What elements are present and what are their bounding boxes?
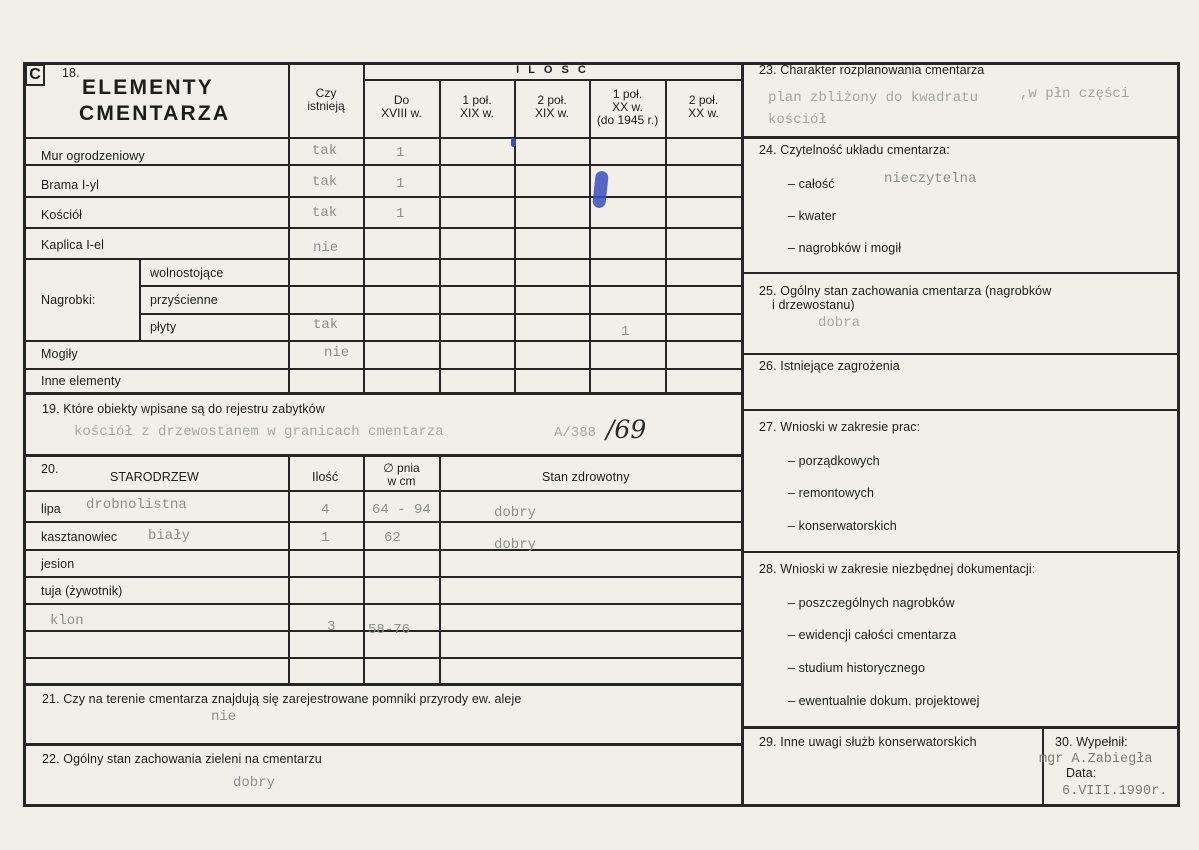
- slabs-exists-value: tak: [313, 317, 339, 333]
- church-exists-value: tak: [312, 205, 338, 221]
- works-renovation: – remontowych: [788, 486, 875, 500]
- doc-individual-graves: – poszczególnych nagrobków: [788, 596, 955, 610]
- grid-h: [139, 285, 742, 287]
- frame-left: [23, 62, 26, 807]
- section-19-bottom: [24, 454, 742, 457]
- works-conservation: – konserwatorskich: [788, 519, 897, 533]
- section-18-bottom: [24, 392, 742, 395]
- section-19-value: kościół z drzewostanem w granicach cmentarza: [74, 424, 444, 440]
- period-header-xx1: 1 poł. XX w. (do 1945 r.): [596, 87, 659, 127]
- tree-chestnut-health: dobry: [494, 537, 537, 553]
- section-30-label: 30. Wypełnił:: [1055, 735, 1128, 749]
- section-26-bottom: [742, 409, 1178, 411]
- period-header-xx2: 2 poł. XX w.: [688, 93, 719, 120]
- tree-label-thuja: tuja (żywotnik): [41, 584, 123, 598]
- section-23-value-2: kościół: [768, 112, 827, 128]
- section-26-label: 26. Istniejące zagrożenia: [759, 359, 900, 373]
- church-xviii-value: 1: [396, 206, 405, 222]
- legibility-graves: – nagrobków i mogił: [788, 241, 902, 255]
- tree-label-chestnut: kasztanowiec: [41, 530, 118, 544]
- section-24-bottom: [742, 272, 1178, 274]
- section-29-label: 29. Inne uwagi służb konserwatorskich: [759, 735, 977, 749]
- health-header: Stan zdrowotny: [542, 470, 630, 484]
- row-label-other: Inne elementy: [41, 374, 121, 388]
- section-21-label: 21. Czy na terenie cmentarza znajdują się zarejestrowane pomniki przyrody ew. aleje: [42, 692, 522, 706]
- doc-whole-cemetery: – ewidencji całości cmentarza: [788, 628, 957, 642]
- card-letter-box: C: [25, 64, 45, 86]
- section-23-value-1: plan zbliżony do kwadratu: [768, 90, 979, 106]
- period-header-xviii: Do XVIII w.: [381, 93, 422, 120]
- frame-bottom: [23, 804, 1180, 807]
- grid-h: [363, 79, 742, 81]
- row-label-freestanding: wolnostojące: [150, 266, 224, 280]
- tree-label-lime: lipa: [41, 502, 61, 516]
- exists-header: Czy istnieją: [307, 86, 345, 113]
- grid-h: [24, 549, 742, 551]
- doc-project: – ewentualnie dokum. projektowej: [788, 694, 980, 708]
- grid-v: [514, 79, 516, 393]
- chapel-exists-value: nie: [313, 240, 339, 256]
- section-18-number: 18.: [62, 66, 80, 80]
- section-25-label-2: i drzewostanu): [772, 298, 855, 312]
- section-21-bottom: [24, 743, 742, 746]
- grid-h: [24, 576, 742, 578]
- tree-maple-diameter: 58-76: [368, 622, 411, 638]
- row-label-wall: Mur ogrodzeniowy: [41, 149, 145, 163]
- mounds-exists-value: nie: [324, 345, 350, 361]
- legibility-quarters: – kwater: [788, 209, 837, 223]
- doc-historical-study: – studium historycznego: [788, 661, 926, 675]
- wall-xviii-value: 1: [396, 145, 405, 161]
- tree-lime-health: dobry: [494, 505, 537, 521]
- tree-maple-qty: 3: [327, 619, 336, 635]
- section-25-bottom: [742, 353, 1178, 355]
- tree-chestnut-qty: 1: [321, 530, 330, 546]
- row-label-wall-mounted: przyścienne: [150, 293, 218, 307]
- grid-v: [665, 79, 667, 393]
- row-label-graves: Nagrobki:: [41, 293, 96, 307]
- grid-h: [139, 313, 742, 315]
- grid-h: [24, 196, 742, 198]
- section-23-bottom: [742, 136, 1178, 139]
- section-28-label: 28. Wnioski w zakresie niezbędnej dokumentacji:: [759, 562, 1036, 576]
- row-label-slabs: płyty: [150, 320, 177, 334]
- section-18-title-1: ELEMENTY: [82, 76, 214, 99]
- section-22-label: 22. Ogólny stan zachowania zieleni na cmentarzu: [42, 752, 322, 766]
- grid-h: [24, 657, 742, 659]
- gate-xviii-value: 1: [396, 176, 405, 192]
- column-divider: [741, 62, 744, 807]
- grid-h: [24, 490, 742, 492]
- row-label-church: Kościół: [41, 208, 82, 222]
- row-label-gate: Brama I-yl: [41, 178, 99, 192]
- ink-mark: [511, 138, 516, 147]
- legibility-whole: – całość: [788, 177, 835, 191]
- grid-h: [24, 603, 742, 605]
- grid-h: [24, 137, 742, 139]
- diameter-header: ∅ pnia w cm: [383, 461, 420, 488]
- section-20-bottom: [24, 683, 742, 686]
- tree-maple-label: klon: [50, 613, 84, 629]
- section-18-title-2: CMENTARZA: [79, 102, 231, 125]
- filled-by-name: mgr A.Zabiegła: [1039, 752, 1153, 767]
- qty-header: Ilość: [312, 470, 339, 484]
- grid-v: [139, 259, 141, 341]
- section-19-label: 19. Które obiekty wpisane są do rejestru zabytków: [42, 402, 325, 416]
- section-22-value: dobry: [233, 775, 276, 791]
- section-24-label: 24. Czytelność układu cmentarza:: [759, 143, 950, 157]
- date-value: 6.VIII.1990r.: [1062, 784, 1168, 799]
- gate-exists-value: tak: [312, 174, 338, 190]
- grid-h: [24, 368, 742, 370]
- row-label-chapel: Kaplica I-el: [41, 238, 105, 252]
- section-25-value: dobra: [818, 315, 861, 331]
- grid-h: [24, 521, 742, 523]
- slabs-xx1-value: 1: [621, 324, 630, 340]
- legibility-whole-value: nieczytelna: [884, 171, 977, 187]
- grid-h: [24, 164, 742, 166]
- tree-label-ash: jesion: [41, 557, 75, 571]
- section-23-label: 23. Charakter rozplanowania cmentarza: [759, 63, 985, 77]
- grid-v: [439, 79, 441, 393]
- section-23-value-1b: ,w płn części: [1020, 86, 1130, 102]
- works-ordering: – porządkowych: [788, 454, 880, 468]
- grid-h: [24, 227, 742, 229]
- grid-h: [24, 340, 742, 342]
- row-label-mounds: Mogiły: [41, 347, 78, 361]
- tree-chestnut-diameter: 62: [384, 530, 401, 546]
- section-27-bottom: [742, 551, 1178, 553]
- period-header-xix2: 2 poł. XIX w.: [534, 93, 569, 120]
- tree-lime-qty: 4: [321, 502, 330, 518]
- section-21-value: nie: [211, 709, 237, 725]
- register-number-handwritten: /69: [606, 415, 647, 444]
- section-20-number: 20.: [41, 462, 59, 476]
- section-27-label: 27. Wnioski w zakresie prac:: [759, 420, 921, 434]
- grid-h: [24, 258, 742, 260]
- section-28-bottom: [742, 726, 1178, 729]
- register-number: A/388: [554, 425, 597, 441]
- tree-lime-extra: drobnolistna: [86, 497, 187, 513]
- period-header-xix1: 1 poł. XIX w.: [459, 93, 494, 120]
- frame-right: [1177, 62, 1180, 807]
- wall-exists-value: tak: [312, 143, 338, 159]
- ink-blot: [592, 170, 609, 208]
- section-20-title: STARODRZEW: [110, 470, 199, 484]
- section-25-label-1: 25. Ogólny stan zachowania cmentarza (nagrobków: [759, 284, 1052, 298]
- ilosc-header: I L O Ś Ć: [516, 64, 589, 76]
- tree-chestnut-extra: biały: [148, 528, 191, 544]
- tree-lime-diameter: 64 - 94: [372, 502, 431, 518]
- date-label: Data:: [1066, 766, 1097, 780]
